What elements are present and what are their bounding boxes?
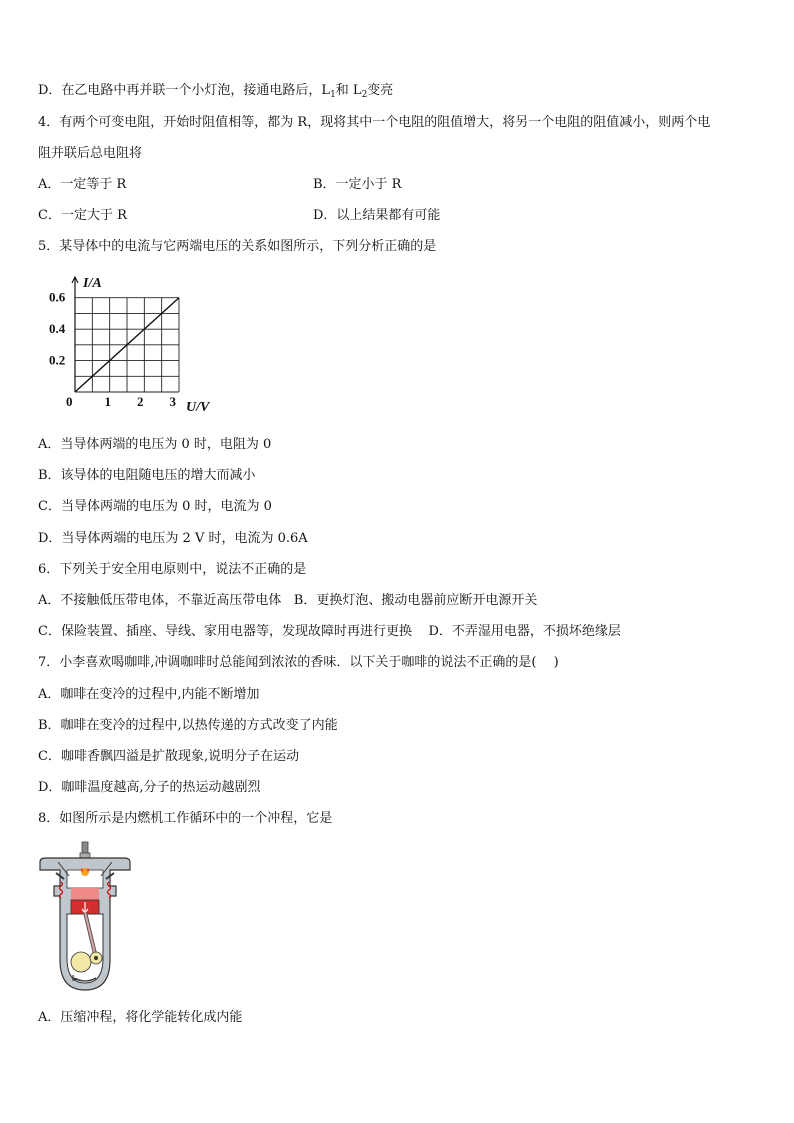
q6-stem: 6．下列关于安全用电原则中，说法不正确的是 <box>38 562 307 577</box>
q4-option-a: A．一定等于 R <box>38 177 127 192</box>
spark-plug <box>82 842 88 854</box>
q6-option-c: C．保险装置、插座、导线、家用电器等，发现故障时再进行更换 <box>38 624 412 639</box>
x-axis-label: U/V <box>186 400 210 415</box>
chart-axes <box>72 277 78 392</box>
q5-option-d: D．当导体两端的电压为 2 V 时，电流为 0.6A <box>38 531 308 546</box>
y-axis-label: I/A <box>83 276 102 291</box>
q4-options-row1 <box>38 176 126 194</box>
q7-stem: 7．小李喜欢喝咖啡,冲调咖啡时总能闻到浓浓的香味．以下关于咖啡的说法不正确的是( ) <box>38 655 559 670</box>
q4-option-d: D．以上结果都有可能 <box>313 208 441 223</box>
q7-option-b: B．咖啡在变冷的过程中,以热传递的方式改变了内能 <box>38 718 338 733</box>
q6-option-a: A．不接触低压带电体，不靠近高压带电体 <box>38 593 282 608</box>
chart-ticks <box>49 290 177 409</box>
q4-stem-line2: 阻并联后总电阻将 <box>38 146 143 161</box>
y-tick-label: 0.6 <box>49 289 66 305</box>
x-tick-label: 1 <box>104 394 111 409</box>
q5-stem: 5．某导体中的电流与它两端电压的关系如图所示，下列分析正确的是 <box>38 239 437 254</box>
q5-option-b: B．该导体的电阻随电压的增大而减小 <box>38 468 256 483</box>
x-tick-label: 3 <box>169 394 176 409</box>
crankshaft <box>71 952 91 972</box>
q7-option-d: D．咖啡温度越高,分子的热运动越剧烈 <box>38 780 261 795</box>
x-tick-label: 0 <box>66 394 73 409</box>
q6-option-d: D．不弄湿用电器，不损坏绝缘层 <box>428 624 621 639</box>
q7-option-a: A．咖啡在变冷的过程中,内能不断增加 <box>38 687 260 702</box>
y-tick-label: 0.2 <box>49 352 66 368</box>
q3-option-d: D．在乙电路中再并联一个小灯泡，接通电路后，$L_1$和 $L_2$变亮 <box>38 83 394 100</box>
iu-graph <box>45 268 235 418</box>
q4-stem-line1: 4．有两个可变电阻，开始时阻值相等，都为 R，现将其中一个电阻的阻值增大，将另一个电阻的阻值减小，则两个电 <box>38 115 711 130</box>
q6-options-row2 <box>38 623 621 641</box>
q6-option-b: B．更换灯泡、搬动电器前应断开电源开关 <box>293 593 538 608</box>
q5-option-a: A．当导体两端的电压为 0 时，电阻为 0 <box>38 437 272 452</box>
q7-option-c: C．咖啡香飘四溢是扩散现象,说明分子在运动 <box>38 749 300 764</box>
engine-stroke-diagram <box>36 840 136 1002</box>
q8-option-a: A．压缩冲程，将化学能转化成内能 <box>38 1010 243 1025</box>
q6-options-row1 <box>38 592 537 610</box>
q8-stem: 8．如图所示是内燃机工作循环中的一个冲程，它是 <box>38 811 333 826</box>
q5-option-c: C．当导体两端的电压为 0 时，电流为 0 <box>38 499 272 514</box>
crankcase-cavity <box>67 914 103 983</box>
q4-option-b: B．一定小于 R <box>313 177 402 192</box>
x-tick-label: 2 <box>137 394 144 409</box>
y-tick-label: 0.4 <box>49 321 66 337</box>
q4-option-c: C．一定大于 R <box>38 208 127 223</box>
